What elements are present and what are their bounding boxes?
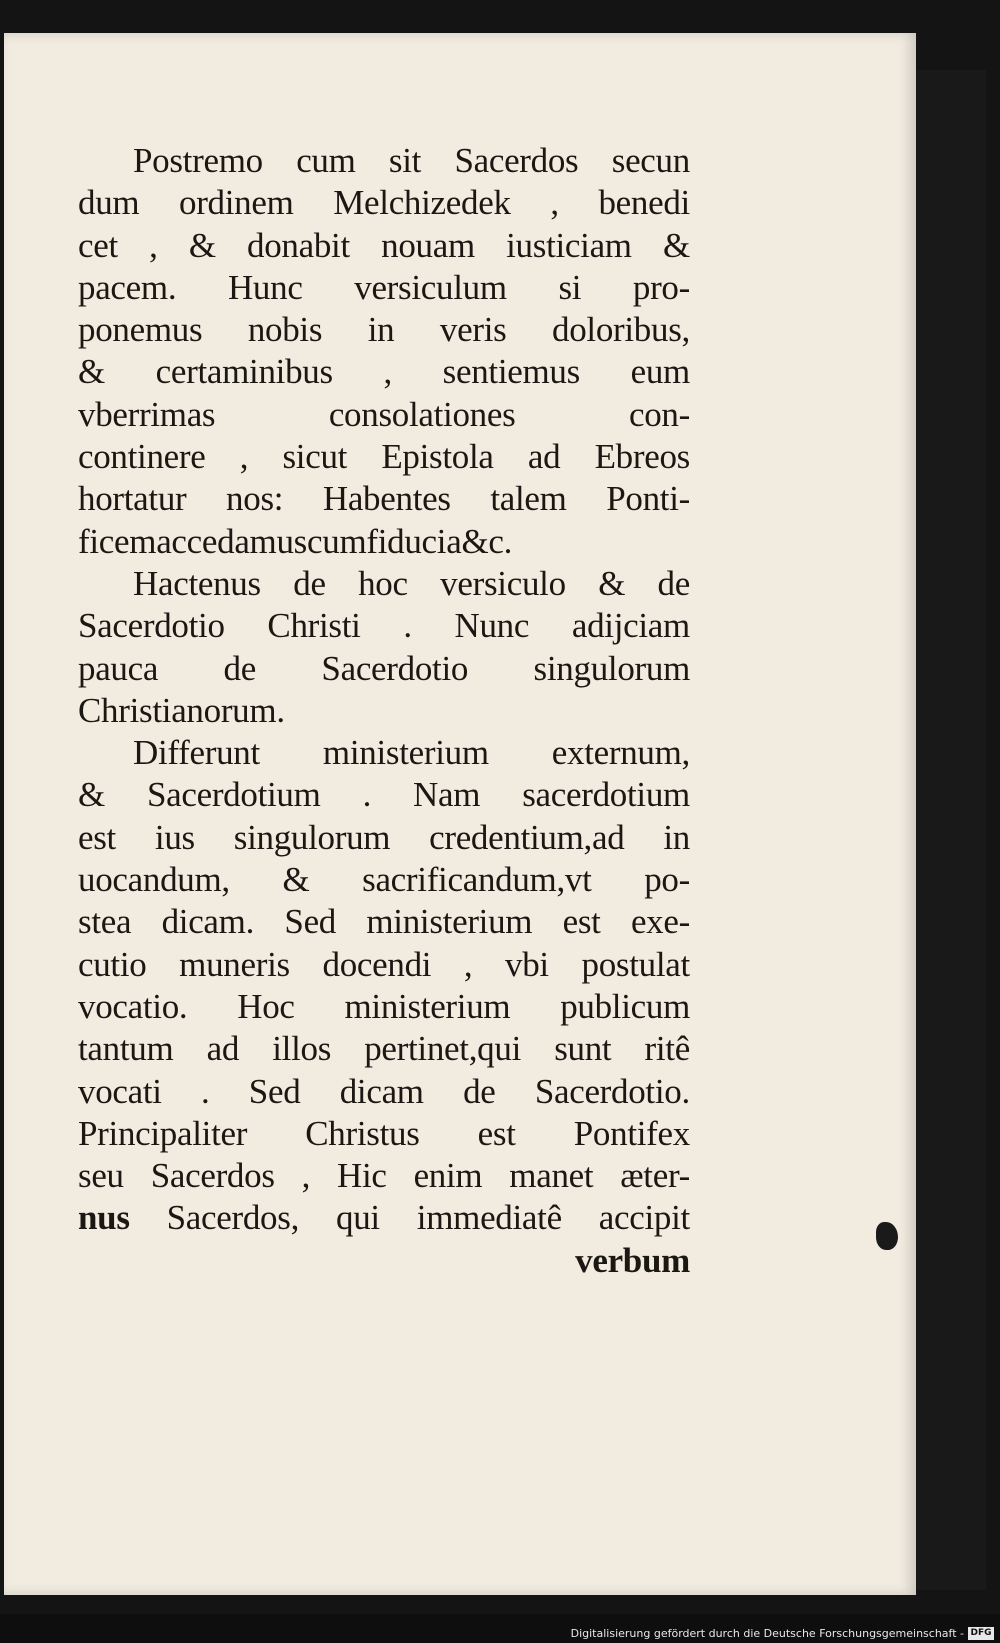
catchword: verbum (575, 1240, 690, 1280)
text-line: ficem accedamus cum fiducia &c. (78, 521, 513, 561)
text-line: vberrimas consolationes con- (78, 394, 690, 434)
text-line: Postremo cum sit Sacerdos secun (133, 141, 690, 180)
text-line: vocati . Sed dicam de Sacerdotio. (78, 1071, 690, 1111)
text-line: dum ordinem Melchizedek , benedi (78, 183, 690, 223)
text-line: ponemus nobis in veris doloribus, (78, 310, 690, 350)
text-line: cet , & donabit nouam iusticiam & (78, 225, 690, 265)
text-line: & certaminibus , sentiemus eum (78, 352, 690, 392)
page-edge-shadow (916, 70, 986, 1590)
text-line: Hactenus de hoc versiculo & de (133, 563, 690, 603)
text-line: nus Sacerdos, qui immediatê accipit (78, 1198, 690, 1238)
text-line: hortatur nos: Habentes talem Ponti- (78, 479, 690, 519)
text-line: vocatio. Hoc ministerium publicum (78, 986, 690, 1026)
text-line: & Sacerdotium . Nam sacerdotium (78, 775, 690, 815)
text-line: Differunt ministerium externum, (133, 733, 690, 773)
ink-stain (876, 1222, 898, 1250)
text-block (78, 140, 690, 1282)
text-line: pauca de Sacerdotio singulorum (78, 648, 690, 688)
text-line: cutio muneris docendi , vbi postulat (78, 944, 690, 984)
text-line: tantum ad illos pertinet,qui sunt ritê (78, 1029, 690, 1069)
text-line: Principaliter Christus est Pontifex (78, 1113, 690, 1153)
text-line: Christianorum . (78, 690, 285, 730)
text-line: pacem. Hunc versiculum si pro- (78, 267, 690, 307)
text-line: est ius singulorum credentium,ad in (78, 817, 690, 857)
text-line: Sacerdotio Christi . Nunc adijciam (78, 606, 690, 646)
dfg-logo: DFG (968, 1627, 994, 1640)
text-line: continere , sicut Epistola ad Ebreos (78, 437, 690, 477)
text-line: seu Sacerdos , Hic enim manet æter- (78, 1156, 690, 1196)
digitization-credit: Digitalisierung gefördert durch die Deutsche Forschungsgemeinschaft - (570, 1627, 964, 1640)
text-line: stea dicam. Sed ministerium est exe- (78, 902, 690, 942)
text-line: uocandum, & sacrificandum,vt po- (78, 860, 690, 900)
